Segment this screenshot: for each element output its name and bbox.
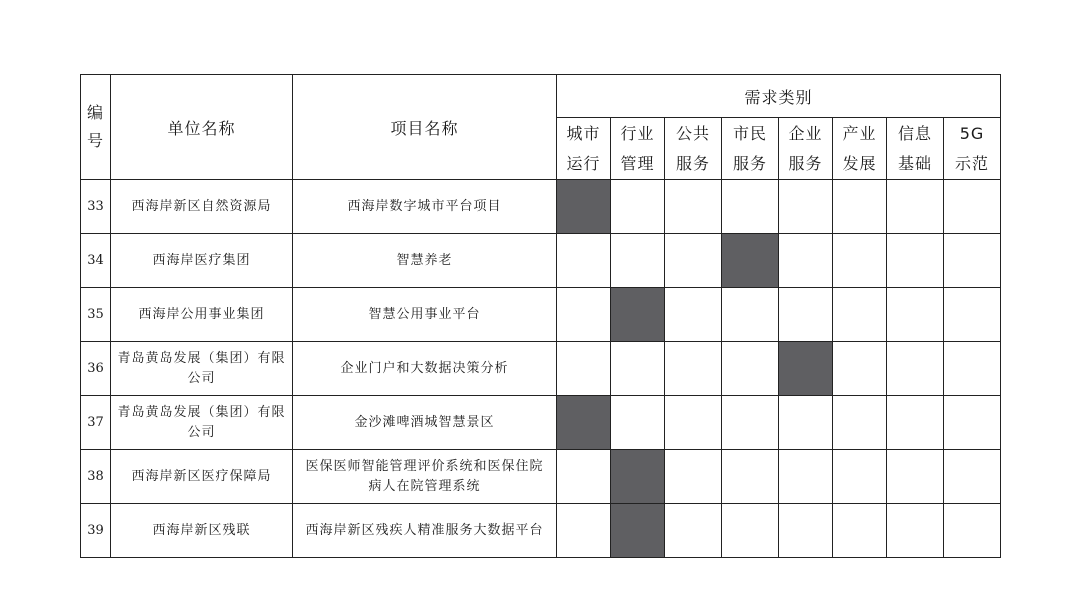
category-header-4 [779,118,833,180]
row-project-name: 企业门户和大数据决策分析 [293,342,557,396]
header-number-label: 编 号 [86,103,104,150]
category-cell [722,288,779,342]
category-cell [722,396,779,450]
category-cell-marked [611,450,665,504]
category-header-label: 信息 基础 [897,123,932,173]
category-cell [833,504,887,558]
row-number: 39 [81,504,111,558]
category-header-label: 企业 服务 [788,123,823,173]
category-cell [557,504,611,558]
category-header-label: 城市 运行 [566,123,601,173]
category-cell [779,234,833,288]
category-header-6 [887,118,944,180]
category-cell-marked [557,180,611,234]
row-number: 38 [81,450,111,504]
table-row [81,396,1001,450]
category-cell [665,234,722,288]
header-demand-category [557,75,1001,118]
category-cell [887,396,944,450]
category-header-1 [611,118,665,180]
category-cell [833,180,887,234]
category-cell [611,234,665,288]
category-cell [722,450,779,504]
category-cell-marked [611,288,665,342]
category-cell [887,342,944,396]
category-cell [611,342,665,396]
category-header-7 [944,118,1001,180]
category-cell [779,396,833,450]
category-cell [557,450,611,504]
category-header-3 [722,118,779,180]
table-row [81,342,1001,396]
category-cell [722,180,779,234]
category-header-label: 行业 管理 [620,123,655,173]
row-unit-name: 青岛黄岛发展（集团）有限公司 [111,342,293,396]
category-cell [722,342,779,396]
table-row [81,450,1001,504]
category-cell-marked [557,396,611,450]
header-demand-category-label: 需求类别 [744,87,813,107]
category-cell [944,450,1001,504]
category-cell [779,180,833,234]
header-unit-label: 单位名称 [167,118,236,138]
row-number: 33 [81,180,111,234]
category-cell [779,288,833,342]
category-cell [944,234,1001,288]
header-project-label: 项目名称 [390,118,459,138]
category-cell [722,504,779,558]
category-cell [557,288,611,342]
row-unit-name: 西海岸新区自然资源局 [111,180,293,234]
category-cell [665,396,722,450]
category-cell [665,504,722,558]
category-cell [887,180,944,234]
row-unit-name: 西海岸医疗集团 [111,234,293,288]
category-cell [611,180,665,234]
row-unit-name: 青岛黄岛发展（集团）有限公司 [111,396,293,450]
category-cell [779,504,833,558]
category-cell [944,342,1001,396]
category-cell [833,396,887,450]
category-cell [557,234,611,288]
category-cell [944,504,1001,558]
category-cell [944,180,1001,234]
row-number: 36 [81,342,111,396]
category-cell [833,288,887,342]
category-header-label: 5G 示范 [955,123,990,173]
category-cell [779,450,833,504]
category-header-0 [557,118,611,180]
row-unit-name: 西海岸新区残联 [111,504,293,558]
row-unit-name: 西海岸公用事业集团 [111,288,293,342]
row-project-name: 智慧公用事业平台 [293,288,557,342]
category-header-label: 市民 服务 [732,123,767,173]
category-cell [887,234,944,288]
category-cell [665,180,722,234]
category-cell [665,288,722,342]
header-unit [111,75,293,180]
category-cell [665,450,722,504]
category-header-label: 产业 发展 [842,123,877,173]
row-project-name: 西海岸新区残疾人精准服务大数据平台 [293,504,557,558]
demand-table [80,74,1001,558]
category-cell [944,396,1001,450]
category-cell [611,396,665,450]
row-unit-name: 西海岸新区医疗保障局 [111,450,293,504]
category-header-5 [833,118,887,180]
row-project-name: 智慧养老 [293,234,557,288]
category-cell [887,450,944,504]
row-project-name: 医保医师智能管理评价系统和医保住院病人在院管理系统 [293,450,557,504]
category-cell [833,234,887,288]
category-header-2 [665,118,722,180]
table-row [81,234,1001,288]
category-cell [833,342,887,396]
category-cell-marked [722,234,779,288]
category-cell [833,450,887,504]
category-cell [887,288,944,342]
table-row [81,504,1001,558]
header-number [81,75,111,180]
row-project-name: 金沙滩啤酒城智慧景区 [293,396,557,450]
table-body [81,180,1001,558]
row-number: 35 [81,288,111,342]
category-cell [557,342,611,396]
category-header-label: 公共 服务 [675,123,710,173]
table-header [81,75,1001,180]
category-cell [944,288,1001,342]
row-number: 37 [81,396,111,450]
table-row [81,288,1001,342]
header-project [293,75,557,180]
category-cell [887,504,944,558]
category-cell [665,342,722,396]
row-number: 34 [81,234,111,288]
category-cell-marked [611,504,665,558]
row-project-name: 西海岸数字城市平台项目 [293,180,557,234]
category-cell-marked [779,342,833,396]
table-row [81,180,1001,234]
